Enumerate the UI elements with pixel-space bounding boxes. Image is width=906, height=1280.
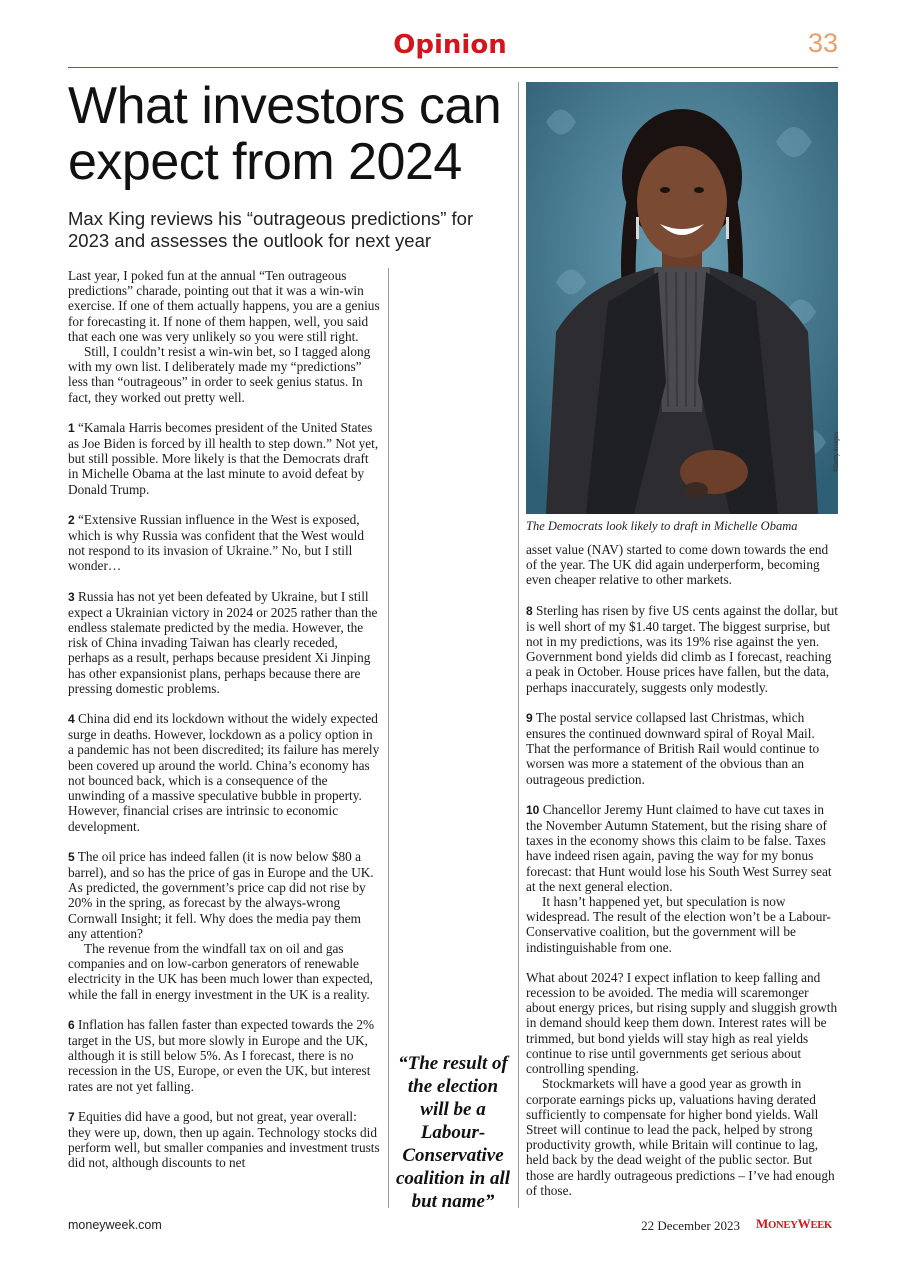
photo-illustration [526, 82, 838, 514]
footer-date: 22 December 2023 [641, 1218, 740, 1233]
body-paragraph: Stockmarkets will have a good year as growth in corporate earnings picks up, valuations having derated sufficiently to compensate for higher bond yields. Wall Street will continue to lead the pack, helped by strong productivity growth, while Britain will continue to lag, held back by the dead weight of the public sector. But those are hardly outrageous predictions – I’ve had enough of those. [526, 1076, 835, 1198]
body-paragraph: It hasn’t happened yet, but speculation is now widespread. The result of the election won’t be a Labour-Conservative coalition, but the government will be indistinguishable from one. [526, 894, 831, 955]
column-divider [388, 268, 389, 1208]
prediction-number: 8 [526, 603, 533, 618]
body-column-left [68, 268, 380, 1171]
prediction-number: 1 [68, 420, 75, 435]
pull-quote: “The result of the election will be a Labour-Conservative coalition in all but name” [395, 1053, 511, 1212]
prediction-number: 10 [526, 802, 540, 817]
prediction-number: 6 [68, 1017, 75, 1032]
prediction-item: 5 The oil price has indeed fallen (it is now below $80 a barrel), and so has the price of gas in Europe and the UK. As predicted, the government’s price cap did not rise by 20% in the spring, as forecast by the always-wrong Cornwall Insight; it fell. Why does the media pay them any attention? [68, 848, 374, 941]
prediction-number: 4 [68, 712, 75, 727]
body-paragraph: Still, I couldn’t resist a win-win bet, so I tagged along with my own list. I deliberately made my “predictions” less than “outrageous” in order to seek genius status. In fact, they worked out pretty well. [68, 344, 371, 405]
photo-credit: ©Getty Images [834, 431, 840, 472]
prediction-number: 3 [68, 589, 75, 604]
prediction-item: 1 “Kamala Harris becomes president of the United States as Joe Biden is forced by ill health to step down.” Not yet, but still possible. More likely is that the Democrats draft in Michelle Obama at the last minute to avoid defeat by Donald Trump. [68, 419, 379, 497]
prediction-item: 9 The postal service collapsed last Christmas, which ensures the continued downward spiral of Royal Mail. That the performance of British Rail would continue to worsen was more a statement of the obvious than an outrageous prediction. [526, 709, 820, 787]
prediction-item: 6 Inflation has fallen faster than expected towards the 2% target in the US, but more slowly in Europe and the UK, although it is still below 5%. As I forecast, there is no recession in the US, Europe, or even the UK, but interest rates are not yet falling. [68, 1016, 375, 1094]
body-paragraph: What about 2024? I expect inflation to keep falling and recession to be avoided. The media will scaremonger about energy prices, but rising supply and sluggish growth in demand should keep them down. Interest rates will be trimmed, but bond yields will stay high as real yields continue to rise until governments get serious about controlling spending. [526, 969, 838, 1077]
article-photo [526, 82, 838, 514]
body-paragraph: asset value (NAV) started to come down towards the end of the year. The UK did again underperform, becoming even cheaper relative to other markets. [526, 542, 829, 588]
prediction-item: 2 “Extensive Russian influence in the West is exposed, which is why Russia was confident that the West would not respond to its invasion of Ukraine.” No, but I still wonder… [68, 511, 364, 574]
column-divider [518, 82, 519, 1208]
footer-url: moneyweek.com [68, 1218, 162, 1232]
body-column-right [526, 542, 838, 1198]
prediction-number: 5 [68, 849, 75, 864]
article-standfirst: Max King reviews his “outrageous predictions” for 2023 and assesses the outlook for next year [68, 208, 474, 251]
prediction-item: 3 Russia has not yet been defeated by Ukraine, but I still expect a Ukrainian victory in 2024 or 2025 rather than the endless stalemate predicted by the media. However, the risk of China invading Taiwan has clearly receded, perhaps as a result, perhaps because president Xi Jinping has other expansionist plans, perhaps because there are pressing domestic problems. [68, 588, 378, 696]
prediction-item: 7 Equities did have a good, but not great, year overall: they were up, down, then up again. Technology stocks did perform well, but smaller companies and investment trusts did not, although discounts to net [68, 1108, 380, 1171]
prediction-number: 7 [68, 1109, 75, 1124]
moneyweek-logo: MONEYWEEK [756, 1216, 833, 1231]
body-paragraph: The revenue from the windfall tax on oil and gas companies and on low-carbon generators of renewable electricity in the UK has been much lower than expected, while the fall in energy investment in the UK is a reality. [68, 940, 373, 1002]
prediction-item: 4 China did end its lockdown without the widely expected surge in deaths. However, lockdown as a policy option in a pandemic has not been discredited; its failure has merely been covered up around the world. China’s economy has not bounced back, which is a consequence of the unwinding of a massive speculative bubble in property. However, financial crises are intrinsic to economic development. [68, 711, 380, 834]
page-number: 33 [807, 28, 838, 58]
section-title: Opinion [393, 30, 507, 60]
photo-caption: The Democrats look likely to draft in Michelle Obama [526, 519, 798, 533]
header-rule [68, 67, 838, 68]
prediction-item: 10 Chancellor Jeremy Hunt claimed to have cut taxes in the November Autumn Statement, but the rising share of taxes in the economy shows this claim to be false. Taxes have indeed risen again, paving the way for my bonus forecast: that Hunt would lose his South West Surrey seat at the next general election. [526, 801, 832, 894]
body-paragraph: Last year, I poked fun at the annual “Ten outrageous predictions” charade, pointing out that it was a win-win exercise. If one of them actually happens, you are a genius for forecasting it. If none of them happen, well, you said that each one was very unlikely so you were still right. [68, 268, 380, 344]
article-title: What investors can expect from 2024 [68, 77, 502, 191]
prediction-number: 2 [68, 512, 75, 527]
prediction-number: 9 [526, 710, 533, 725]
prediction-item: 8 Sterling has risen by five US cents against the dollar, but is well short of my $1.40 target. The biggest surprise, but not in my predictions, was its 19% rise against the yen. Government bond yields did climb as I forecast, reaching a peak in October. House prices have fallen, but the data, perhaps inaccurately, suggests only modestly. [526, 602, 838, 695]
